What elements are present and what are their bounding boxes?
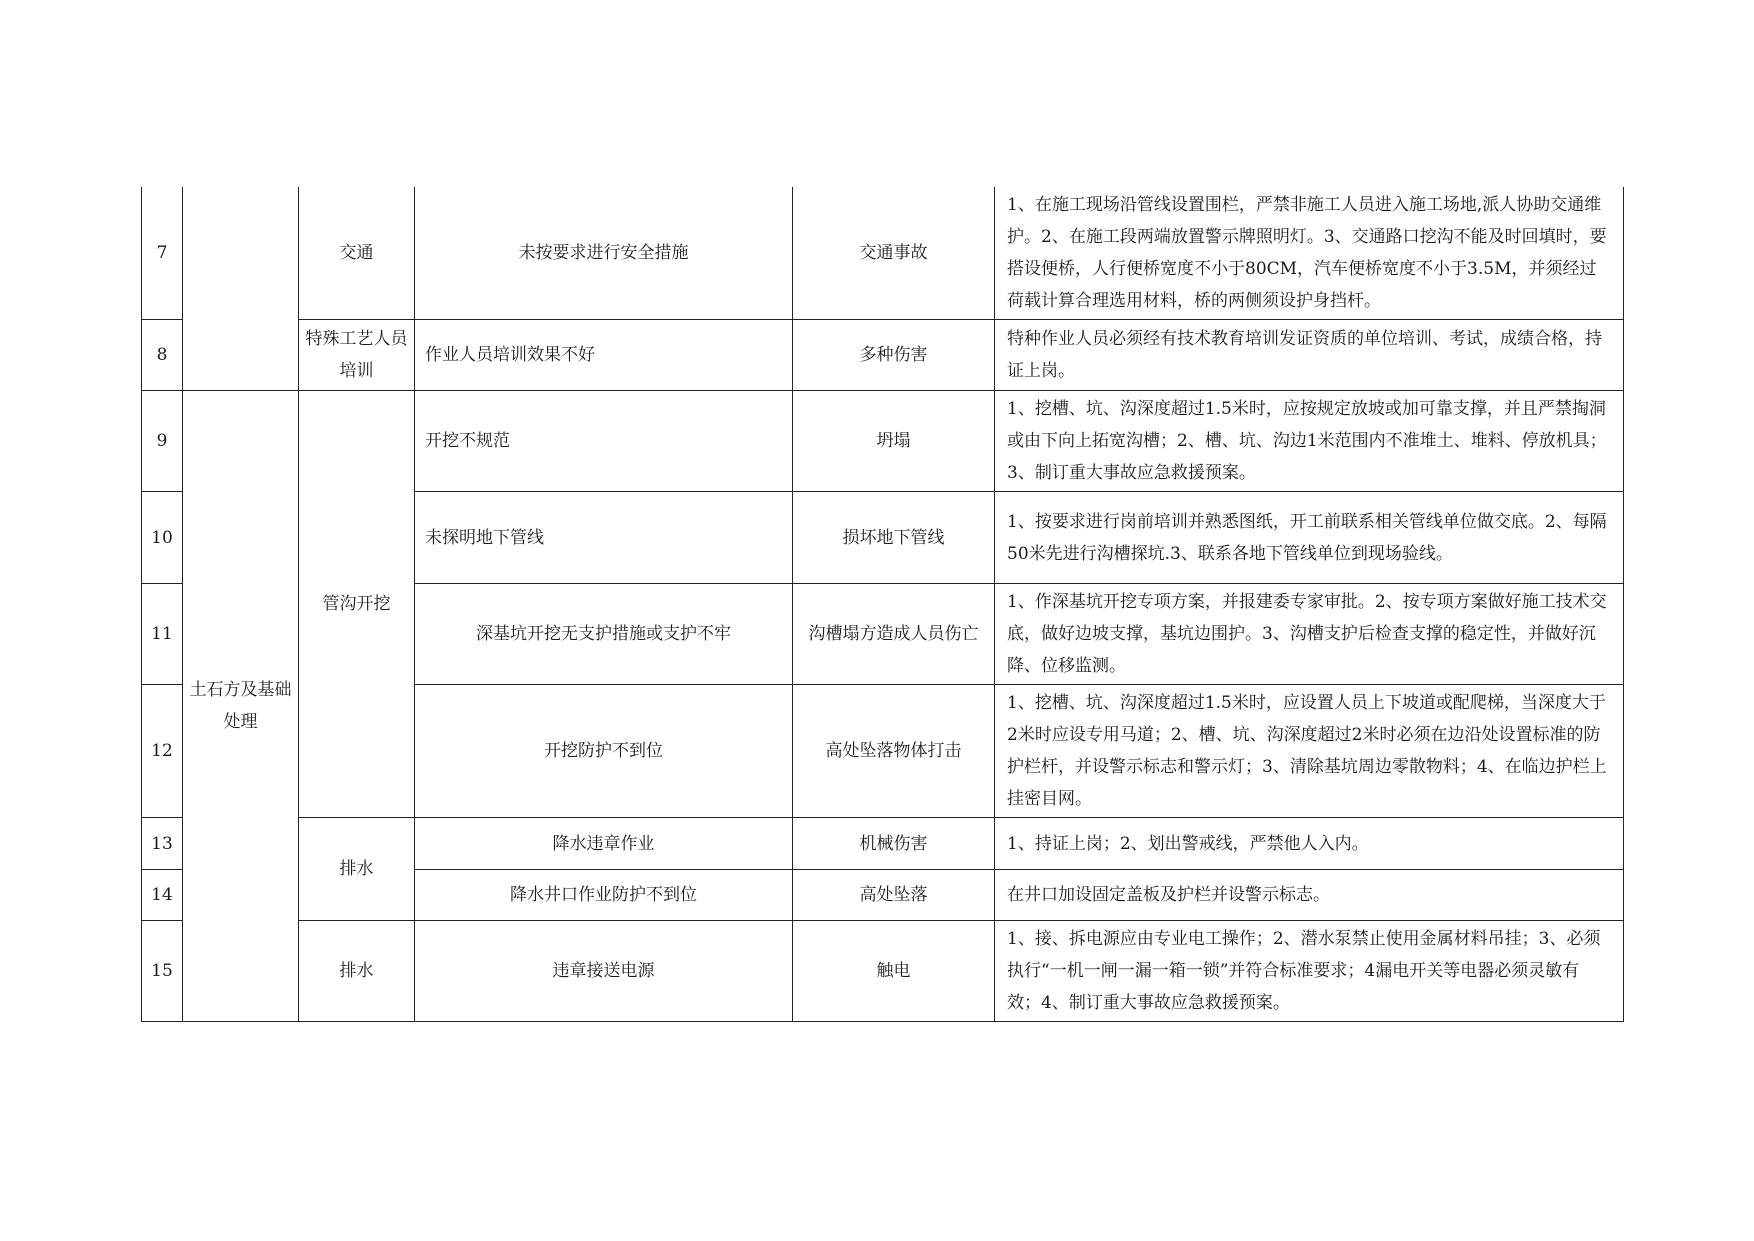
row-number: 9	[142, 391, 183, 492]
row-number: 8	[142, 320, 183, 391]
control-measures: 1、在施工现场沿管线设置围栏，严禁非施工人员进入施工场地,派人协助交通维护。2、在施工段两端放置警示牌照明灯。3、交通路口挖沟不能及时回填时，要搭设便桥，人行便桥宽度不小于80CM，汽车便桥宽度不小于3.5M，并须经过荷载计算合理选用材料，桥的两侧须设护身挡杆。	[995, 187, 1624, 320]
table-row	[142, 921, 1624, 1022]
item-drainage: 排水	[299, 818, 415, 921]
control-measures: 1、接、拆电源应由专业电工操作；2、潜水泵禁止使用金属材料吊挂；3、必须执行“一机一闸一漏一箱一锁”并符合标准要求；4漏电开关等电器必须灵敏有效；4、制订重大事故应急救援预案。	[995, 921, 1624, 1022]
row-number: 13	[142, 818, 183, 870]
possible-accident: 多种伤害	[793, 320, 995, 391]
row-number: 15	[142, 921, 183, 1022]
stage-cell-empty	[183, 187, 299, 391]
hazard-cause: 深基坑开挖无支护措施或支护不牢	[415, 584, 793, 685]
hazard-table	[141, 187, 1624, 1022]
row-number: 14	[142, 870, 183, 921]
table-row	[142, 187, 1624, 320]
row-number: 12	[142, 685, 183, 818]
possible-accident: 坍塌	[793, 391, 995, 492]
control-measures: 1、持证上岗；2、划出警戒线，严禁他人入内。	[995, 818, 1624, 870]
item-drainage: 排水	[299, 921, 415, 1022]
control-measures: 1、作深基坑开挖专项方案，并报建委专家审批。2、按专项方案做好施工技术交底，做好边坡支撑，基坑边围护。3、沟槽支护后检查支撑的稳定性，并做好沉降、位移监测。	[995, 584, 1624, 685]
hazard-cause: 违章接送电源	[415, 921, 793, 1022]
hazard-cause: 开挖不规范	[415, 391, 793, 492]
control-measures: 特种作业人员必须经有技术教育培训发证资质的单位培训、考试，成绩合格，持证上岗。	[995, 320, 1624, 391]
row-number: 10	[142, 492, 183, 584]
control-measures: 1、挖槽、坑、沟深度超过1.5米时，应按规定放坡或加可靠支撑，并且严禁掏洞或由下向上拓宽沟槽；2、槽、坑、沟边1米范围内不准堆土、堆料、停放机具；3、制订重大事故应急救援预案。	[995, 391, 1624, 492]
possible-accident: 损坏地下管线	[793, 492, 995, 584]
possible-accident: 高处坠落	[793, 870, 995, 921]
hazard-cause: 降水违章作业	[415, 818, 793, 870]
possible-accident: 交通事故	[793, 187, 995, 320]
hazard-cause: 未探明地下管线	[415, 492, 793, 584]
table-row	[142, 818, 1624, 870]
item-special-training: 特殊工艺人员培训	[299, 320, 415, 391]
hazard-cause: 开挖防护不到位	[415, 685, 793, 818]
possible-accident: 高处坠落物体打击	[793, 685, 995, 818]
row-number: 11	[142, 584, 183, 685]
item-traffic: 交通	[299, 187, 415, 320]
possible-accident: 触电	[793, 921, 995, 1022]
row-number: 7	[142, 187, 183, 320]
hazard-cause: 降水井口作业防护不到位	[415, 870, 793, 921]
control-measures: 在井口加设固定盖板及护栏并设警示标志。	[995, 870, 1624, 921]
item-trench: 管沟开挖	[299, 391, 415, 818]
table-row	[142, 391, 1624, 492]
control-measures: 1、按要求进行岗前培训并熟悉图纸，开工前联系相关管线单位做交底。2、每隔50米先进行沟槽探坑.3、联系各地下管线单位到现场验线。	[995, 492, 1624, 584]
stage-earthwork: 土石方及基础处理	[183, 391, 299, 1022]
control-measures: 1、挖槽、坑、沟深度超过1.5米时，应设置人员上下坡道或配爬梯，当深度大于2米时应设专用马道；2、槽、坑、沟深度超过2米时必须在边沿处设置标准的防护栏杆，并设警示标志和警示灯；3、清除基坑周边零散物料；4、在临边护栏上挂密目网。	[995, 685, 1624, 818]
table-row	[142, 320, 1624, 391]
possible-accident: 机械伤害	[793, 818, 995, 870]
hazard-cause: 作业人员培训效果不好	[415, 320, 793, 391]
possible-accident: 沟槽塌方造成人员伤亡	[793, 584, 995, 685]
hazard-cause: 未按要求进行安全措施	[415, 187, 793, 320]
